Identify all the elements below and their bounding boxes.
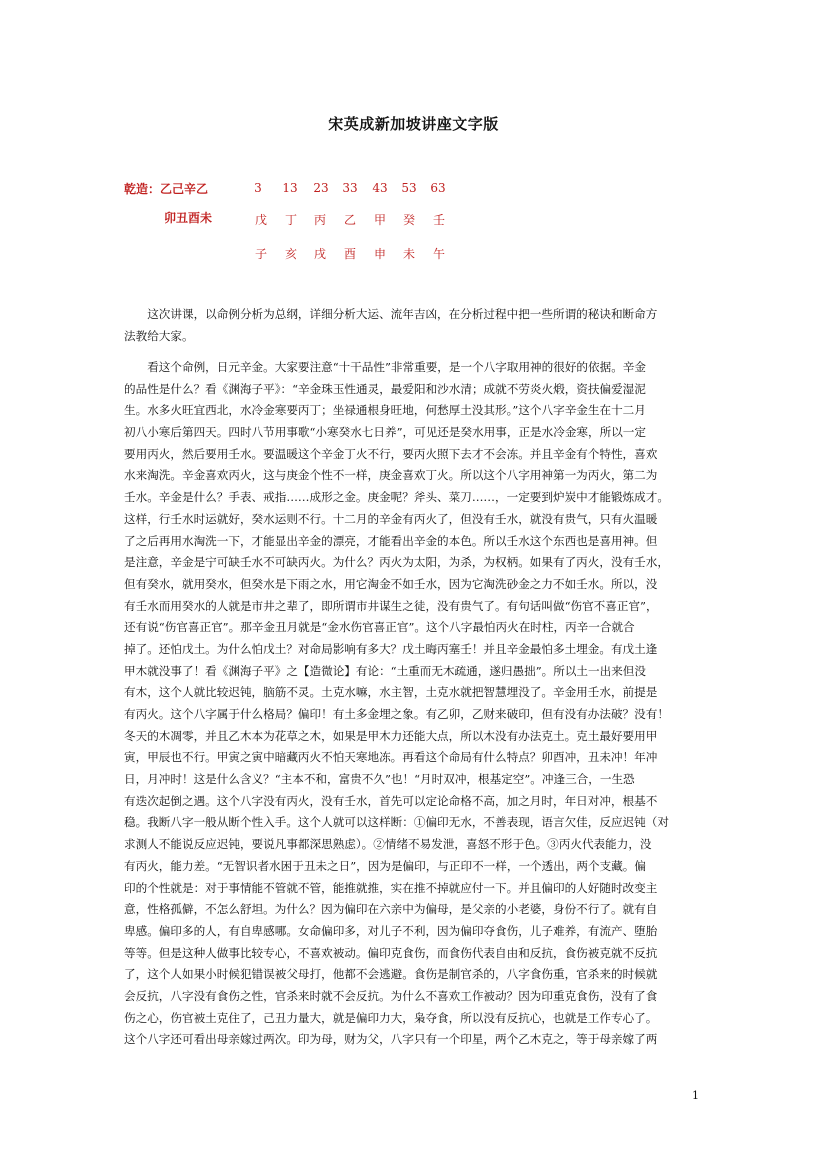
branch-cell: 申: [373, 247, 386, 261]
text-line: 但有癸水，就用癸水，但癸水是下雨之水，用它淘金不如壬水，因为它淘洗砂金之力不如壬水。所以，没: [124, 576, 658, 591]
document-title: 宋英成新加坡讲座文字版: [328, 115, 499, 133]
text-line: 这个八字还可看出母亲嫁过两次。印为母，财为父，八字只有一个印星，两个乙木克之，等于母亲嫁了两: [124, 1032, 658, 1047]
page-number: 1: [692, 1089, 699, 1102]
text-line: 有木，这个人就比较迟钝，脑筋不灵。土克水嘛，水主智，土克水就把智慧埋没了。辛金用壬水，前提是: [124, 685, 658, 700]
text-line: 壬水。辛金是什么？手表、戒指……成形之金。庚金呢？斧头、菜刀……，一定要到炉炭中才能锻炼成才。: [124, 490, 669, 505]
intro-paragraph: [124, 304, 704, 347]
text-line: 了，这个人如果小时候犯错误被父母打，他都不会逃避。食伤是制官杀的，八字食伤重，官杀来的时候就: [124, 967, 658, 982]
age-cell: 23: [313, 181, 329, 195]
branch-cell: 午: [432, 247, 445, 261]
text-line: 这样，行壬水时运就好，癸水运则不行。十二月的辛金有丙火了，但没有壬水，就没有贵气，只有火温暖: [124, 511, 658, 526]
chart-label-stems: 乾造：乙己辛乙: [124, 182, 209, 196]
text-line: 掉了。还怕戊土。为什么怕戊土？对命局影响有多大？戊土晦丙塞壬！并且辛金最怕多土埋金。有戊土逢: [124, 641, 658, 656]
text-line: 了之后再用水淘洗一下，才能显出辛金的漂亮，才能看出辛金的本色。所以壬水这个东西也是喜用神。但: [124, 533, 658, 548]
text-line: 印的个性就是：对于事情能不管就不管，能推就推，实在推不掉就应付一下。并且偏印的人好随时改变主: [124, 880, 658, 895]
text-line: 还有说“伤官喜正官”。那辛金丑月就是“金水伤官喜正官”。这个八字最怕丙火在时柱，丙辛一合就合: [124, 620, 635, 635]
stem-cell: 壬: [432, 213, 445, 227]
text-line: 会反抗，八字没有食伤之性，官杀来时就不会反抗。为什么不喜欢工作被动？因为印重克食伤，没有了食: [124, 988, 658, 1003]
text-line: 是注意，辛金是宁可缺壬水不可缺丙火。为什么？丙火为太阳，为杀，为权柄。如果有了丙火，没有壬水，: [124, 555, 669, 570]
stem-cell: 丁: [284, 213, 297, 227]
text-line: 冬天的木凋零，并且乙木本为花草之木，如果是甲木力还能大点，所以木没有办法克土。克土最好要用甲: [124, 728, 658, 743]
text-line: 稳。我断八字一般从断个性入手。这个人就可以这样断：①偏印无水，不善表现，语言欠佳，反应迟钝（对: [124, 815, 669, 830]
text-line: 法教给大家。: [124, 328, 194, 343]
text-line: 看这个命例，日元辛金。大家要注意“十干品性”非常重要，是一个八字取用神的很好的依据。辛金: [124, 360, 646, 374]
text-line: 有丙火。这个八字属于什么格局？偏印！有土多金埋之象。有乙卯，乙财来破印，但有没有办法破？没有！: [124, 707, 669, 721]
text-line: 等等。但是这种人做事比较专心，不喜欢被动。偏印克食伤，而食伤代表自由和反抗，食伤被克就不反抗: [124, 945, 658, 960]
text-line: 有丙火，能力差。“无智识者水困于丑未之日”，因为是偏印，与正印不一样，一个透出，两个支藏。偏: [124, 858, 646, 873]
text-line: 这次讲课，以命例分析为总纲，详细分析大运、流年吉凶，在分析过程中把一些所谓的秘诀和断命方: [124, 307, 658, 321]
stem-cell: 癸: [402, 213, 415, 227]
stem-cell: 戊: [254, 213, 267, 227]
branch-cell: 未: [402, 247, 415, 261]
text-line: 日，月冲时！这是什么含义？“主本不和，富贵不久”也！“月时双冲，根基定空”。冲逢三合，一生恐: [124, 772, 635, 787]
age-cell: 33: [342, 181, 358, 195]
text-line: 有迭次起倒之遇。这个八字没有丙火，没有壬水，首先可以定论命格不高，加之月时，年日对冲，根基不: [124, 793, 658, 808]
age-cell: 63: [430, 181, 446, 195]
text-line: 水来淘洗。辛金喜欢丙火，这与庚金个性不一样，庚金喜欢丁火。所以这个八字用神第一为丙火，第二为: [124, 468, 658, 483]
text-line: 卑感。偏印多的人，有自卑感哪。女命偏印多，对儿子不利，因为偏印夺食伤，儿子难养，有流产、堕胎: [124, 923, 658, 938]
age-cell: 3: [254, 181, 262, 195]
text-line: 伤之心，伤官被土克住了，己丑力量大，就是偏印力大，枭夺食，所以没有反抗心，也就是工作专心了。: [124, 1010, 658, 1025]
age-cell: 13: [282, 181, 298, 195]
text-line: 寅，甲辰也不行。甲寅之寅中暗藏丙火不怕天寒地冻。再看这个命局有什么特点？卯酉冲，丑未冲！年冲: [124, 750, 658, 765]
stem-cell: 丙: [313, 213, 326, 227]
stem-cell: 甲: [373, 213, 386, 227]
text-line: 生。水多火旺宜西北，水冷金寒要丙丁；坐禄通根身旺地，何愁厚土没其形。”这个八字辛金生在十二月: [124, 403, 646, 418]
text-line: 甲木就没事了！看《渊海子平》之【造微论】有论：“土重而无木疏通，遂归愚拙”。所以土一出来但没: [124, 663, 646, 678]
age-cell: 53: [401, 181, 417, 195]
chart-label-branches: 卯丑酉未: [164, 211, 213, 225]
text-line: 求测人不能说反应迟钝，要说凡事都深思熟虑）。②情绪不易发泄，喜怒不形于色。③丙火代表能力，没: [124, 837, 652, 852]
branch-cell: 戌: [313, 247, 326, 261]
text-line: 的品性是什么？看《渊海子平》：“辛金珠玉性通灵，最爱阳和沙水清；成就不劳炎火煅，资扶偏爱湿泥: [124, 381, 646, 396]
text-line: 要用丙火，然后要用壬水。要温暖这个辛金丁火不行，要丙火照下去才不会冻。并且辛金有个特性，喜欢: [124, 446, 658, 461]
age-cell: 43: [372, 181, 388, 195]
stem-cell: 乙: [343, 213, 356, 227]
body-paragraph: [124, 357, 704, 1051]
text-line: 有壬水而用癸水的人就是市井之辈了，即所谓市井谋生之徒，没有贵气了。有句话叫做“伤官不喜正官”，: [124, 598, 658, 613]
branch-cell: 亥: [284, 247, 297, 261]
text-line: 意，性格孤僻，不怎么舒坦。为什么？因为偏印在六亲中为偏母，是父亲的小老婆，身份不行了。就有自: [124, 902, 658, 917]
text-line: 初八小寒后第四天。四时八节用事歌“小寒癸水七日养”，可见还是癸水用事，正是水冷金寒，所以一定: [124, 425, 646, 440]
branch-cell: 酉: [343, 247, 356, 261]
branch-cell: 子: [254, 247, 267, 261]
